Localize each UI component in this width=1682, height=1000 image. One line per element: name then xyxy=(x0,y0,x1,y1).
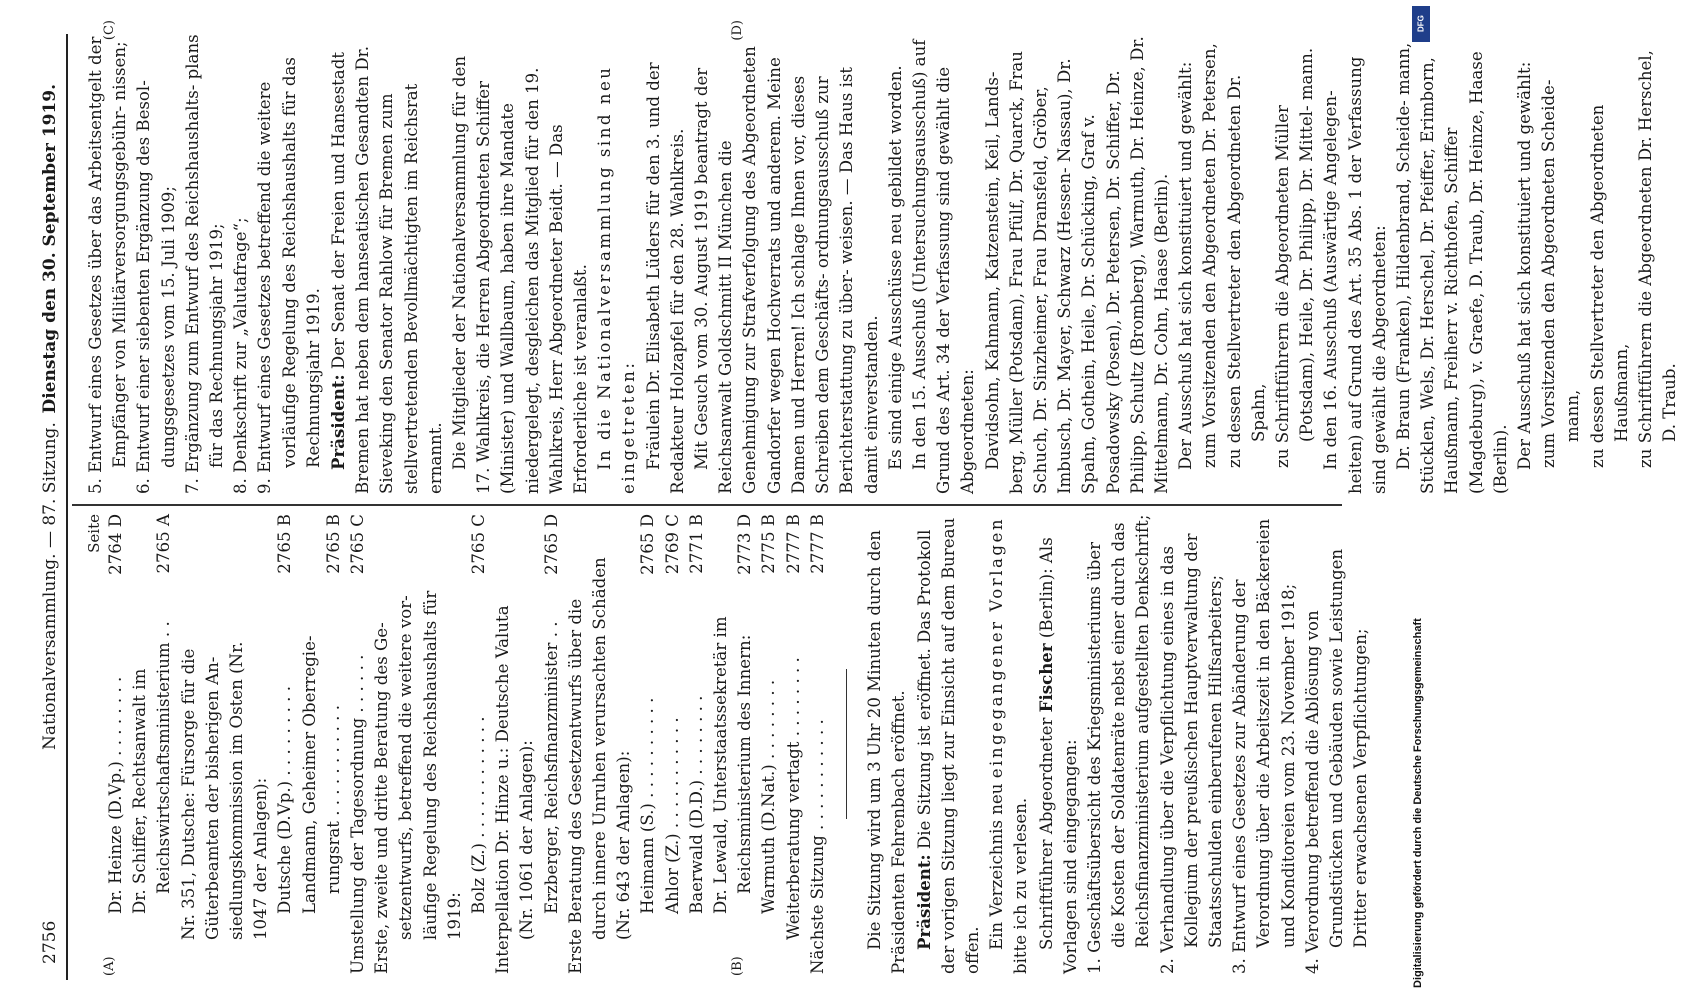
paragraph-members-15: Davidsohn, Kahmann, Katzenstein, Keil, Lands- berg, Müller (Potsdam), Frau Pfülf, Dr. Quarck, Frau Schuch, Dr. Sinzheimer, Frau Dransfeld, Gröber, Imbusch, Dr. Mayer, Schwarz (Hessen- Nassau), Dr. Spahn, Gothein, Heile, Dr. Schücking, Graf v. Posadowsky (Posen), Dr. Petersen, Dr. Schiffer, Dr. Philipp, Schultz (Bromberg), Warmuth, Dr. Heinze, Dr. Mittelmann, Dr. Cohn, Haase (Berlin). xyxy=(982,36,1171,494)
list-item-number: 4. xyxy=(1302,958,1322,974)
list-item-number: 3. xyxy=(1230,958,1250,974)
column-divider xyxy=(72,505,1342,507)
toc-entry xyxy=(515,514,539,974)
toc-entry-page: 2777 B xyxy=(807,514,827,574)
paragraph-stellv-2: zu dessen Stellvertreter den Abgeordneten Haußmann, xyxy=(1587,104,1631,468)
toc-entry xyxy=(249,514,273,974)
toc-entry-text: Reichswirtschaftsministerium . . xyxy=(154,621,174,894)
request-text-a: Ein Verzeichnis neu xyxy=(987,783,1007,950)
toc-entry-text: (Nr. 1061 der Anlagen): xyxy=(517,740,537,940)
paragraph-16-ausschuss: In den 16. Ausschuß (Auswärtige Angelegen- heiten) auf Grund des Art. 35 Abs. 1 der Verfassung sind gewählt die Abgeordneten: xyxy=(1321,56,1389,494)
paragraph-mandates: Die Mitglieder der Nationalversammlung für den 17. Wahlkreis, die Herren Abgeordneten Schiffer (Minister) und Wallbaum, haben ihre Mandate niedergelegt, desgleichen das Mitglied für den 19. Wahlkreis, Herr Abgeordneter Beidt. — Das Erforderliche ist veranlaßt. xyxy=(450,55,591,494)
secretary-text: (Berlin): Als Vorlagen sind eingegangen: xyxy=(1036,537,1080,974)
toc-entry xyxy=(201,514,225,974)
paragraph-konstituiert-2: Der Ausschuß hat sich konstituiert und gewählt: xyxy=(1514,61,1534,470)
list-item-text: Entwurf eines Gesetzes zur Abänderung der Verordnung über die Arbeitszeit in den Bäckereien und Konditoreien vom 23. November 1918; xyxy=(1230,518,1298,953)
toc-entry-page: 2765 C xyxy=(469,514,489,575)
toc-entry-text: läufige Regelung des Reichshaushalts für xyxy=(420,590,440,940)
toc-entry-text: Weiterberatung vertagt . . . . . . . . xyxy=(783,657,803,940)
right-president-label: Präsident: xyxy=(328,374,349,470)
secretary-paragraph xyxy=(1034,514,1083,974)
page-header xyxy=(40,0,66,1000)
toc-entry-page: 2764 D xyxy=(106,514,125,575)
toc-entry-page: 2765 C xyxy=(348,514,368,575)
toc-entry-text: setzentwurfs, betreffend die weitere vor- xyxy=(396,595,416,940)
toc-entry xyxy=(612,514,636,974)
vorlagen-list-left xyxy=(1083,514,1373,974)
toc-entry xyxy=(467,514,491,974)
list-item-number: 6. xyxy=(134,478,154,494)
header-rule xyxy=(66,34,68,980)
toc-entry-text: 1919: xyxy=(444,892,464,940)
toc-entry-page: 2775 B xyxy=(759,514,779,574)
toc-entry-page: 2769 C xyxy=(662,514,682,575)
toc-entry xyxy=(177,514,201,974)
toc-entry-page: 2765 D xyxy=(638,514,658,575)
toc-entry xyxy=(346,514,370,974)
margin-label-a: (A) xyxy=(102,956,117,976)
list-item-text: Entwurf einer siebenten Ergänzung des Besol- dungsgesetzes vom 15. Juli 1909; xyxy=(134,80,178,473)
list-item-number: 9. xyxy=(255,478,275,494)
toc-entry-text: Umstellung der Tagesordnung . . . . . . xyxy=(348,654,368,974)
toc-entry xyxy=(394,514,418,974)
toc-entry-text: Dr. Lewald, Unterstaatssekretär im xyxy=(711,616,731,914)
list-item-text: Verhandlung über die Verpflichtung eines in das Kollegium der preußischen Hauptverwaltung der Staatsschulden einberufenen Hilfsarbeiters; xyxy=(1157,533,1225,953)
toc-entry xyxy=(733,514,757,974)
opening-paragraph: Die Sitzung wird um 3 Uhr 20 Minuten durch den Präsidenten Fehrenbach eröffnet. xyxy=(865,530,909,974)
toc-entry-text: Interpellation Dr. Hinze u.: Deutsche Valuta xyxy=(493,605,513,974)
toc-entry-page: 2765 D xyxy=(541,514,561,575)
paragraph-ausschuesse: Es sind einige Ausschüsse neu gebildet worden. xyxy=(885,65,905,470)
toc-entry-page: 2773 D xyxy=(735,514,755,575)
list-item xyxy=(181,34,229,494)
digitization-credit xyxy=(1406,0,1434,1000)
vorlagen-list-right xyxy=(84,34,326,494)
right-column xyxy=(84,34,1682,494)
list-item-number: 8. xyxy=(231,478,251,494)
toc-entry-page: 2765 B xyxy=(275,514,295,574)
right-president-text: Der Senat der Freien und Hansestadt Bremen hat neben dem hanseatischen Gesandten Dr. Sieveking den Senator Rahlow für Bremen zum stellvertretenden Bevollmächtigten im Reichsrat ernannt. xyxy=(329,45,445,494)
toc-entry xyxy=(685,514,709,974)
margin-label-b: (B) xyxy=(730,956,745,976)
header-right-title: Dienstag den 30. September 1919. xyxy=(40,84,60,414)
credit-text: Digitalisierung gefördert durch die Deutsche Forschungsgemeinschaft xyxy=(1412,618,1424,988)
toc-entry-page: 2765 A xyxy=(154,514,174,574)
toc-entry-text: Warmuth (D.Nat.) . . . . . . . . xyxy=(759,679,779,914)
toc-entry xyxy=(661,514,685,974)
toc-entry xyxy=(806,514,830,974)
list-item xyxy=(84,34,132,494)
toc-entry-text: Dr. Schiffer, Rechtsanwalt im xyxy=(130,668,150,914)
list-item-text: Entwurf eines Gesetzes über das Arbeitsentgelt der Empfänger von Militärversorgungsgebühr- nissen; xyxy=(86,36,130,473)
list-item xyxy=(253,34,326,494)
toc-entry-text: Erste, zweite und dritte Beratung des Ge- xyxy=(372,622,392,974)
page-number: 2756 xyxy=(40,920,60,964)
list-item xyxy=(1156,514,1229,974)
paragraph-konstituiert-1: Der Ausschuß hat sich konstituiert und gewählt: xyxy=(1176,61,1196,470)
request-text-b: eingegangener Vorlagen xyxy=(987,516,1007,779)
toc-entry xyxy=(782,514,806,974)
toc-entry xyxy=(564,514,588,974)
list-item-text: Denkschrift zur „Valutafrage“; xyxy=(231,217,251,473)
toc-entry xyxy=(298,514,322,974)
list-item-text: Verordnung betreffend die Ablösung von Grundstücken und Gebäuden sowie Leistungen Dritter erwachsenen Verpflichtungen; xyxy=(1302,548,1371,953)
toc-entry-text: siedlungskommission im Osten (Nr. xyxy=(227,641,247,940)
paragraph-lueders: Fräulein Dr. Elisabeth Lüders für den 3. und der Redakteur Holzapfel für den 28. Wahlkreis. xyxy=(643,62,687,494)
toc-entry xyxy=(757,514,781,974)
request-text-c: bitte ich zu verlesen. xyxy=(1011,797,1031,974)
toc-entry-text: Reichsministerium des Innern: xyxy=(735,634,755,894)
toc-entry-text: 1047 der Anlagen): xyxy=(251,777,271,940)
toc-entry-text: Ahlor (Z.) . . . . . . . . . . . xyxy=(662,717,682,914)
list-item xyxy=(1228,514,1301,974)
toc-entry xyxy=(540,514,564,974)
president-label: Präsident: xyxy=(913,854,934,950)
list-item xyxy=(132,34,180,494)
paragraph-schriftf-2: zu Schriftführern die Abgeordneten Dr. Herschel, D. Traub. xyxy=(1636,50,1680,468)
toc-entry xyxy=(104,514,128,974)
list-item-number: 2. xyxy=(1157,958,1177,974)
list-item-number: 5. xyxy=(86,478,105,494)
secretary-label: Schriftführer Abgeordneter xyxy=(1036,717,1056,950)
margin-label-d: (D) xyxy=(730,20,745,41)
dfg-logo: DFG xyxy=(1412,6,1430,42)
list-item-number: 7. xyxy=(182,478,202,494)
paragraph-stellv-1: zu dessen Stellvertreter den Abgeordneten Dr. Spahn, xyxy=(1224,74,1268,468)
section-rule xyxy=(846,669,847,819)
toc-entry xyxy=(322,514,346,974)
margin-label-c: (C) xyxy=(102,20,117,41)
list-item xyxy=(1301,514,1374,974)
toc-entry xyxy=(588,514,612,974)
paragraph-gesuch: Mit Gesuch vom 30. August 1919 beantragt der Reichsanwalt Goldschmitt II München die Genehmigung zur Strafverfolgung des Abgeordneten Gandorfer wegen Hochverrats und anderem. Meine Damen und Herren! Ich schlage Ihnen vor, dieses Schreiben dem Geschäfts- ordnungsausschuß zur Berichterstattung zu über- weisen. — Das Haus ist damit einverstanden. xyxy=(692,46,881,494)
president-text: Die Sitzung ist eröffnet. Das Protokoll der vorigen Sitzung liegt zur Einsicht auf dem Bureau offen. xyxy=(914,517,982,974)
seite-label: Seite xyxy=(85,514,103,553)
secretary-name: Fischer xyxy=(1035,643,1056,713)
toc-entry xyxy=(128,514,152,974)
paragraph-schriftf-1: zu Schriftführern die Abgeordneten Müller (Potsdam), Heile, Dr. Philipp, Dr. Mittel- mann. xyxy=(1272,47,1317,468)
president-paragraph xyxy=(912,514,986,974)
left-column xyxy=(84,514,1373,974)
toc-entry-page: 2765 B xyxy=(323,514,343,574)
toc-entry-text: Dutsche (D.Vp.) . . . . . . . . . xyxy=(275,685,295,914)
list-item xyxy=(229,34,253,494)
toc-entry-text: Nächste Sitzung . . . . . . . . . . . xyxy=(807,719,827,974)
header-left-title: Nationalversammlung. — 87. Sitzung. xyxy=(40,422,60,750)
paragraph-vorsitz-2: zum Vorsitzenden den Abgeordneten Scheide- mann, xyxy=(1539,79,1583,468)
toc-entry xyxy=(370,514,394,974)
toc-entry-text: durch innere Unruhen verursachten Schäden xyxy=(590,557,610,940)
list-item-text: Ergänzung zum Entwurf des Reichshaushalts- plans für das Rechnungsjahr 1919; xyxy=(182,34,227,473)
paragraph-members-16: Dr. Braun (Franken), Hildenbrand, Scheide- mann, Stücklen, Wels, Dr. Herschel, Dr. Pfeiffer, Erimborn, Haußmann, Freiherr v. Richthofen, Schiffer (Magdeburg), v. Graefe, D. Traub, Dr. Heinze, Haase (Berlin). xyxy=(1393,42,1510,494)
toc-entry-text: Baerwald (D.D.) . . . . . . . . xyxy=(686,695,706,914)
toc-entry xyxy=(273,514,297,974)
toc-entry-page: 2771 B xyxy=(686,514,706,574)
paragraph-15-ausschuss: In den 15. Ausschuß (Untersuchungsausschuß) auf Grund des Art. 34 der Verfassung sind gewählt die Abgeordneten: xyxy=(909,39,978,494)
toc-entry-text: Erzberger, Reichsfinanzminister . . xyxy=(541,621,561,914)
toc-entry xyxy=(709,514,733,974)
toc-entry-text: Heimann (S.) . . . . . . . . . . xyxy=(638,697,658,914)
paragraph-new-members: In die Nationalversammlung sind neu eingetreten: xyxy=(595,65,639,494)
toc-entry xyxy=(152,514,176,974)
list-item xyxy=(1083,514,1156,974)
list-item-number: 1. xyxy=(1084,958,1104,974)
toc-entry-text: Landmann, Geheimer Oberregie- xyxy=(299,635,319,914)
paragraph-vorsitz-1: zum Vorsitzenden den Abgeordneten Dr. Petersen, xyxy=(1200,43,1220,468)
toc-entry xyxy=(443,514,467,974)
toc-entry-page: 2777 B xyxy=(783,514,803,574)
president-request xyxy=(985,514,1033,974)
right-president-paragraph xyxy=(326,34,448,494)
toc-entry xyxy=(491,514,515,974)
table-of-contents xyxy=(104,514,830,974)
toc-entry xyxy=(419,514,443,974)
toc-entry-text: Erste Beratung des Gesetzentwurfs über die xyxy=(565,598,585,974)
toc-entry xyxy=(225,514,249,974)
toc-entry xyxy=(636,514,660,974)
toc-entry-text: rungsrat . . . . . . . . . . . xyxy=(323,705,343,894)
toc-entry-text: (Nr. 643 der Anlagen): xyxy=(614,750,634,940)
toc-entry-text: Dr. Heinze (D.Vp.) . . . . . . . . xyxy=(106,676,125,914)
toc-entry-text: Güterbeamten der bisherigen An- xyxy=(202,656,222,940)
list-item-text: Geschäftsübersicht des Kriegsministeriums über die Kosten der Soldatenräte nebst einer durch das Reichsfinanzministerium aufgestellten Denkschrift; xyxy=(1084,514,1153,953)
toc-entry-text: Nr. 351, Dutsche: Fürsorge für die xyxy=(178,648,198,940)
list-item-text: Entwurf eines Gesetzes betreffend die weitere vorläufige Regelung des Reichshaushalts für das Rechnungsjahr 1919. xyxy=(255,57,323,473)
toc-entry-text: Bolz (Z.) . . . . . . . . . . . . xyxy=(469,716,489,914)
